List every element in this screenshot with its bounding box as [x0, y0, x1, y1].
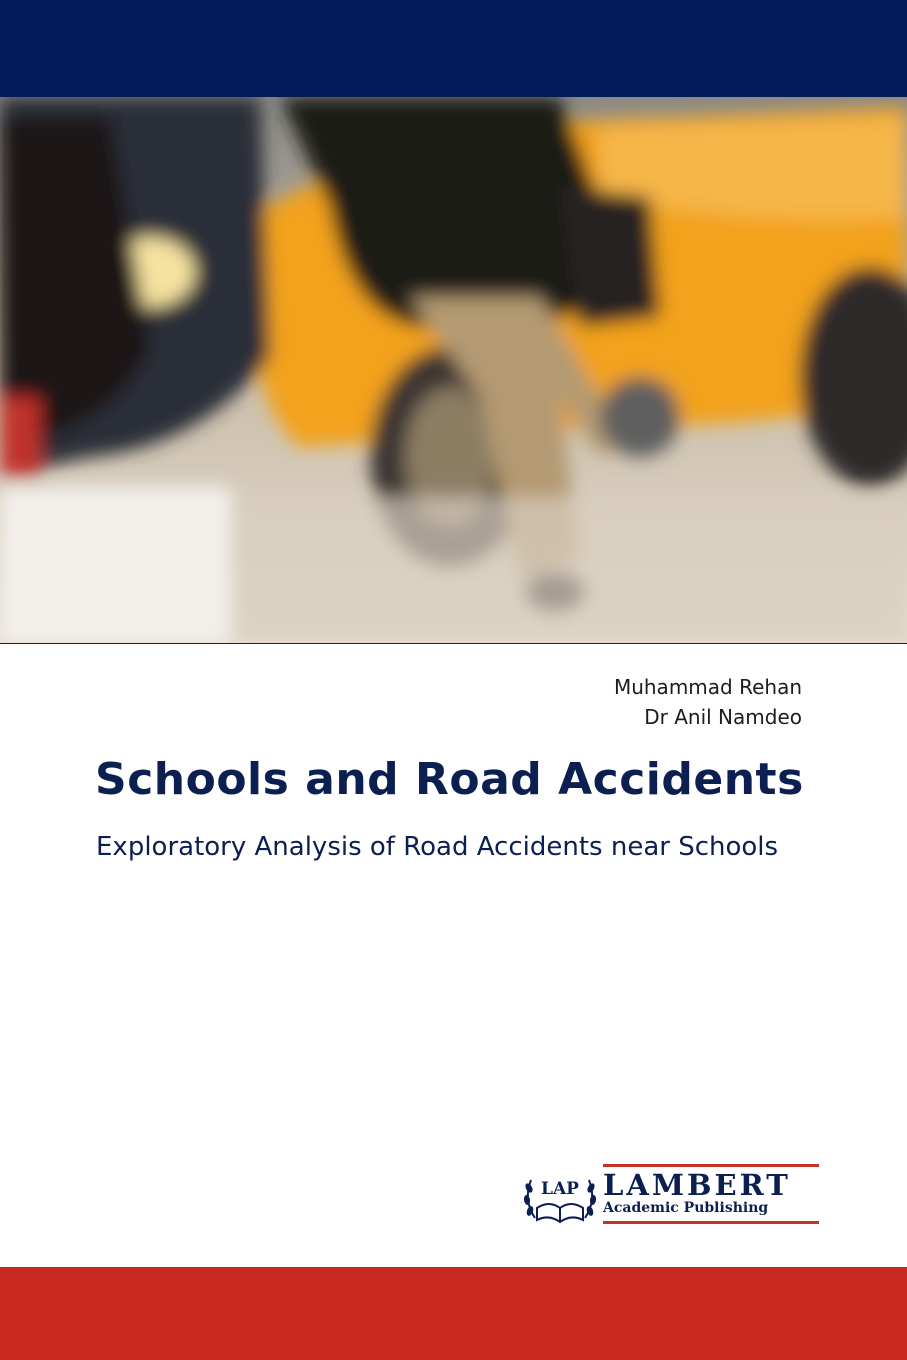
divider — [603, 1164, 819, 1167]
cover-photo — [0, 97, 907, 644]
lap-book-logo-icon — [521, 1160, 599, 1230]
publisher-logo-block — [521, 1160, 821, 1230]
divider — [603, 1221, 819, 1224]
author-name: Dr Anil Namdeo — [644, 705, 802, 729]
book-subtitle: Exploratory Analysis of Road Accidents near Schools — [96, 832, 779, 862]
publisher-name: LAMBERT — [603, 1168, 791, 1202]
author-list — [614, 672, 802, 732]
top-color-band — [0, 0, 907, 97]
lap-logo-text: LAP — [541, 1179, 579, 1199]
publisher-tagline: Academic Publishing — [603, 1200, 769, 1216]
book-title: Schools and Road Accidents — [95, 754, 804, 805]
bottom-color-band — [0, 1267, 907, 1360]
publisher-wordmark — [603, 1164, 819, 1224]
author-name: Muhammad Rehan — [613, 675, 802, 699]
blurred-street-scene-image — [0, 97, 907, 643]
